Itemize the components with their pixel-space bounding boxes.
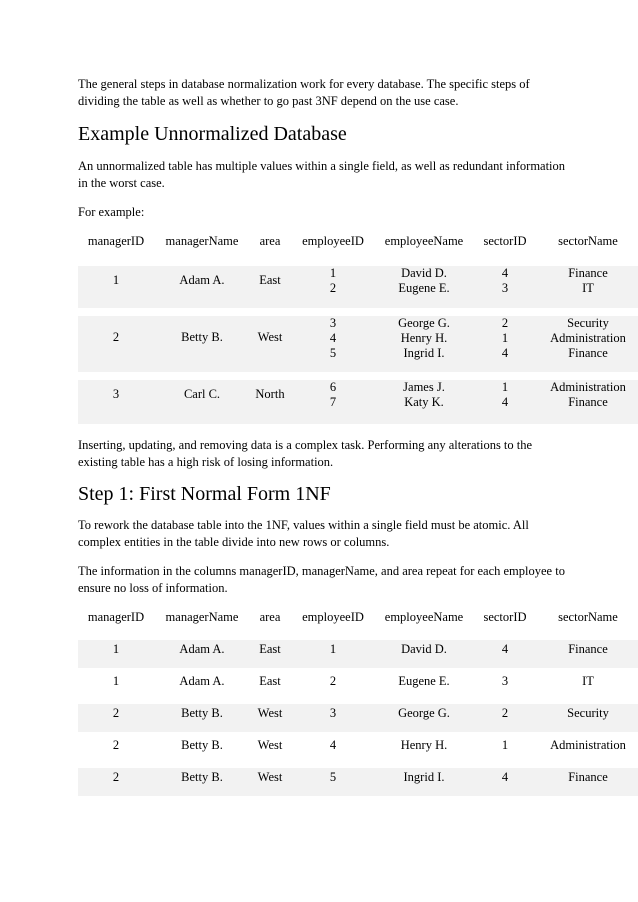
table-row: 1 Adam A. East 2 Eugene E. 3 IT: [112, 674, 594, 688]
table-row: 2 Betty B. West 3 George G. 2 Security: [78, 704, 638, 732]
unnormalized-table: [78, 233, 638, 424]
cell-area: East: [259, 273, 281, 287]
intro-paragraph: The general steps in database normalization work for every database. The specific steps of dividing the table as well as whether to go past 3NF depend on the use case.: [78, 77, 530, 108]
column-header: sectorID: [483, 234, 527, 248]
column-header: managerID: [87, 610, 145, 624]
cell-manager-name: Betty B.: [181, 330, 223, 344]
cell-sector-name: Security Administration Finance: [550, 316, 626, 360]
cell-manager-id: 2: [112, 330, 120, 344]
column-header: area: [259, 234, 281, 248]
column-header: managerID: [87, 234, 145, 248]
section-heading-unnormalized: Example Unnormalized Database: [78, 123, 347, 145]
cell-sector-id: 1 4: [501, 380, 509, 409]
cell-sector-id: 2 1 4: [501, 316, 509, 360]
column-header: sectorName: [558, 610, 618, 624]
for-example-label: For example:: [78, 205, 145, 219]
cell-sector-name: Finance IT: [568, 266, 608, 295]
cell-employee-name: James J. Katy K.: [403, 380, 445, 409]
column-header: employeeName: [384, 234, 464, 248]
column-header: employeeName: [384, 610, 464, 624]
column-header: managerName: [165, 610, 239, 624]
section-heading-1nf: Step 1: First Normal Form 1NF: [78, 483, 331, 505]
table-row: [78, 380, 638, 424]
unnormalized-description: An unnormalized table has multiple values within a single field, as well as redundant information in the worst case.: [78, 159, 566, 190]
1nf-description: To rework the database table into the 1NF, values within a single field must be atomic. All complex entities in the table divide into new rows or columns.: [78, 518, 529, 549]
table-row: 2 Betty B. West 5 Ingrid I. 4 Finance: [78, 768, 638, 796]
table-header-row: [78, 233, 638, 263]
cell-area: West: [257, 330, 283, 344]
table-row: 2 Betty B. West 4 Henry H. 1 Administration: [112, 738, 626, 752]
cell-employee-id: 3 4 5: [329, 316, 337, 360]
table-row: [78, 266, 638, 308]
cell-sector-name: Administration Finance: [550, 380, 626, 409]
cell-employee-name: David D. Eugene E.: [398, 266, 450, 295]
cell-manager-id: 1: [112, 273, 120, 287]
cell-employee-name: George G. Henry H. Ingrid I.: [398, 316, 450, 360]
table-row: [78, 316, 638, 372]
cell-area: North: [255, 387, 285, 401]
cell-manager-name: Carl C.: [183, 387, 221, 401]
cell-manager-name: Adam A.: [179, 273, 225, 287]
cell-employee-id: 6 7: [329, 380, 337, 409]
table-header-row: [78, 609, 638, 639]
cell-sector-id: 4 3: [501, 266, 509, 295]
column-header: employeeID: [302, 610, 364, 624]
cell-manager-id: 3: [112, 387, 120, 401]
1nf-repeat-note: The information in the columns managerID, managerName, and area repeat for each employee to ensure no loss of information.: [78, 564, 565, 595]
column-header: sectorID: [483, 610, 527, 624]
1nf-table: [78, 609, 638, 796]
column-header: employeeID: [302, 234, 364, 248]
cell-employee-id: 1 2: [329, 266, 337, 295]
table-row: 1 Adam A. East 1 David D. 4 Finance: [78, 640, 638, 668]
column-header: sectorName: [558, 234, 618, 248]
column-header: managerName: [165, 234, 239, 248]
column-header: area: [259, 610, 281, 624]
complexity-paragraph: Inserting, updating, and removing data is a complex task. Performing any alterations to the existing table has a high risk of losing information.: [78, 438, 533, 469]
